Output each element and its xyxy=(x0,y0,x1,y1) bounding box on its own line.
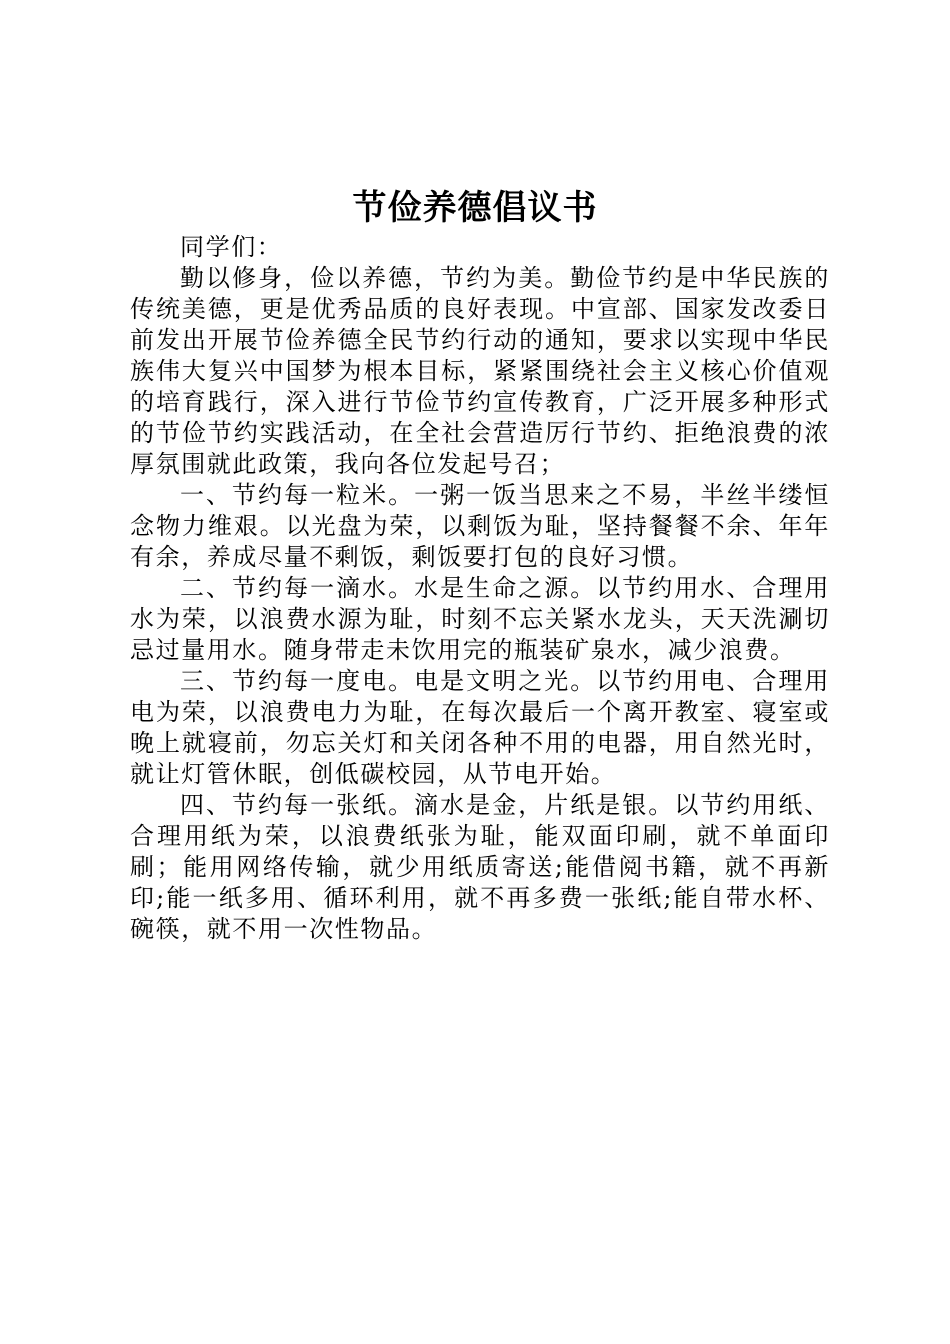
greeting: 同学们： xyxy=(180,233,283,261)
document-body xyxy=(130,232,830,945)
paragraph-save-rice: 一、节约每一粒米。一粥一饭当思来之不易，半丝半缕恒念物力维艰。以光盘为荣，以剩饭为耻，坚持餐餐不余、年年有余，养成尽量不剩饭，剩饭要打包的良好习惯。 xyxy=(130,481,830,571)
paragraph-save-electricity: 三、节约每一度电。电是文明之光。以节约用电、合理用电为荣，以浪费电力为耻，在每次最后一个离开教室、寝室或晚上就寝前，勿忘关灯和关闭各种不用的电器，用自然光时，就让灯管休眠，创低碳校园，从节电开始。 xyxy=(130,667,830,788)
paragraph-intro: 勤以修身，俭以养德，节约为美。勤俭节约是中华民族的传统美德，更是优秀品质的良好表现。中宣部、国家发改委日前发出开展节俭养德全民节约行动的通知，要求以实现中华民族伟大复兴中国梦为根本目标，紧紧围绕社会主义核心价值观的培育践行，深入进行节俭节约宣传教育，广泛开展多种形式的节俭节约实践活动，在全社会营造厉行节约、拒绝浪费的浓厚氛围就此政策，我向各位发起号召； xyxy=(130,264,830,478)
paragraph-save-water: 二、节约每一滴水。水是生命之源。以节约用水、合理用水为荣，以浪费水源为耻，时刻不忘关紧水龙头，天天洗涮切忌过量用水。随身带走未饮用完的瓶装矿泉水，减少浪费。 xyxy=(130,574,830,664)
document-title: 节俭养德倡议书 xyxy=(352,188,598,228)
paragraph-save-paper: 四、节约每一张纸。滴水是金，片纸是银。以节约用纸、合理用纸为荣，以浪费纸张为耻，能双面印刷，就不单面印刷；能用网络传输，就少用纸质寄送;能借阅书籍，就不再新印;能一纸多用、循环利用，就不再多费一张纸;能自带水杯、碗筷，就不用一次性物品。 xyxy=(130,791,830,943)
